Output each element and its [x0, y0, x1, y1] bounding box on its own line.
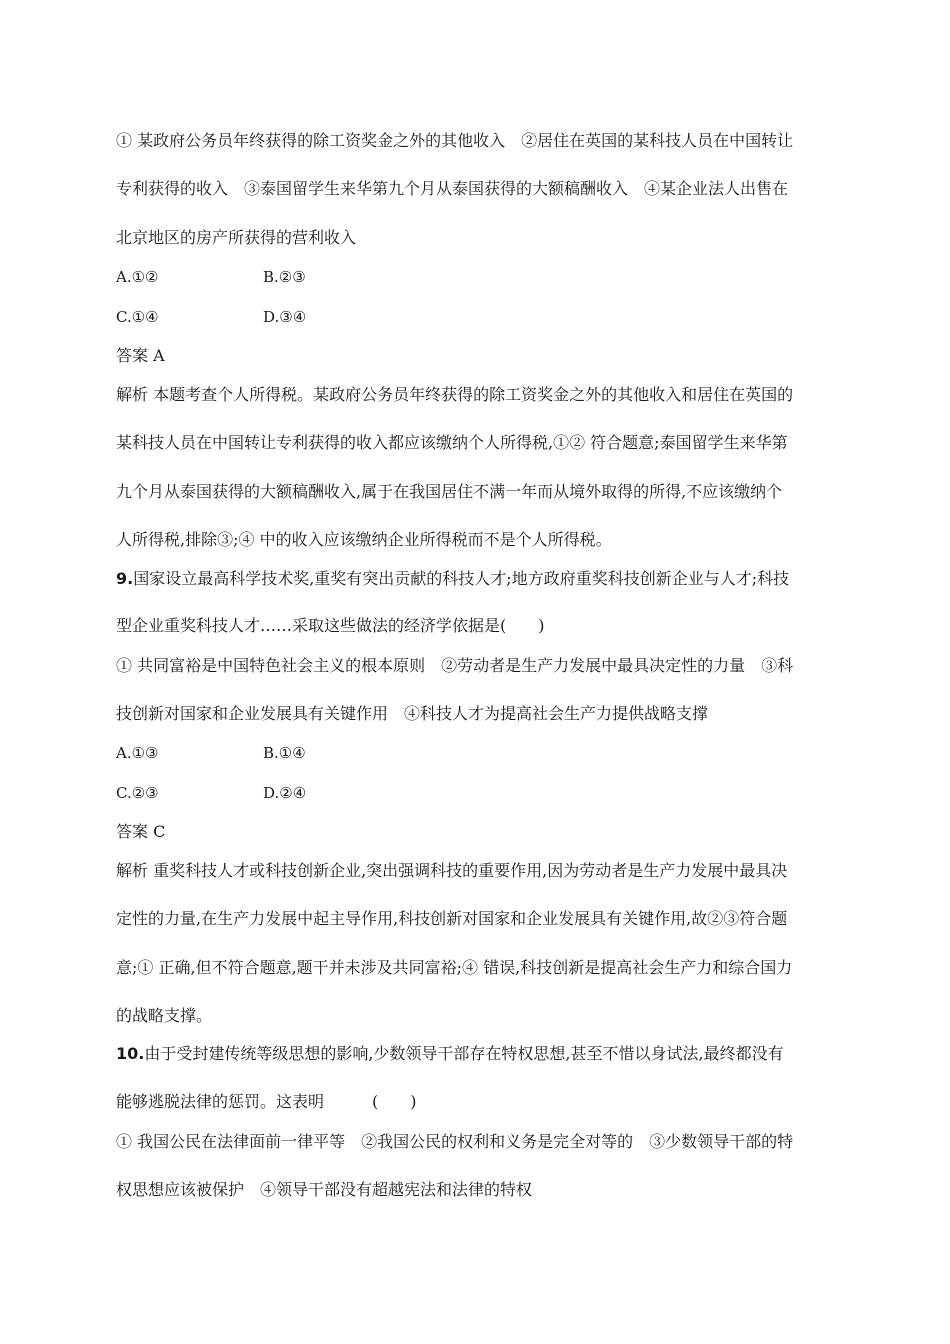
q9-number: 9.	[116, 569, 134, 588]
q9-option-d: D.②④	[263, 784, 307, 802]
q9-option-a: A.①③	[116, 744, 159, 762]
q10-stem-text: 由于受封建传统等级思想的影响,少数领导干部存在特权思想,甚至不惜以身试法,最终都没有	[144, 1044, 784, 1063]
q9-analysis-line-3: 意;① 正确,但不符合题意,题干并未涉及共同富裕;④ 错误,科技创新是提高社会生产力和综合国力	[116, 958, 793, 977]
q10-number: 10.	[116, 1044, 145, 1063]
q9-statement-line-1: ① 共同富裕是中国特色社会主义的根本原则 ②劳动者是生产力发展中最具决定性的力量 ③科	[116, 656, 794, 675]
q9-option-c: C.②③	[116, 784, 159, 802]
q9-analysis-line-1: 解析 重奖科技人才或科技创新企业,突出强调科技的重要作用,因为劳动者是生产力发展中最具决	[116, 861, 788, 880]
q8-analysis-line-1: 解析 本题考查个人所得税。某政府公务员年终获得的除工资奖金之外的其他收入和居住在英国的	[116, 385, 794, 404]
q8-statement-line-2: 专利获得的收入 ③泰国留学生来华第九个月从泰国获得的大额稿酬收入 ④某企业法人出售在	[116, 179, 789, 198]
q9-option-b: B.①④	[263, 744, 306, 762]
q10-stem-line-2: 能够逃脱法律的惩罚。这表明 ( )	[116, 1092, 417, 1111]
q9-statement-line-2: 技创新对国家和企业发展具有关键作用 ④科技人才为提高社会生产力提供战略支撑	[116, 704, 709, 723]
q8-option-b: B.②③	[263, 268, 306, 286]
q8-answer: 答案 A	[116, 346, 165, 365]
q8-analysis-line-3: 九个月从泰国获得的大额稿酬收入,属于在我国居住不满一年而从境外取得的所得,不应该缴纳个	[116, 482, 783, 501]
q8-option-d: D.③④	[263, 308, 307, 326]
q8-statement-line-1: ① 某政府公务员年终获得的除工资奖金之外的其他收入 ②居住在英国的某科技人员在中国转让	[116, 131, 794, 150]
q8-option-c: C.①④	[116, 308, 159, 326]
q10-statement-line-1: ① 我国公民在法律面前一律平等 ②我国公民的权利和义务是完全对等的 ③少数领导干部的特	[116, 1132, 794, 1151]
q9-answer: 答案 C	[116, 822, 166, 841]
q8-analysis-line-4: 人所得税,排除③;④ 中的收入应该缴纳企业所得税而不是个人所得税。	[116, 530, 612, 549]
q8-statement-line-3: 北京地区的房产所获得的营利收入	[116, 228, 357, 247]
q9-stem-line-1	[116, 568, 836, 590]
q9-stem-line-2: 型企业重奖科技人才……采取这些做法的经济学依据是( )	[116, 616, 545, 635]
q9-stem-text: 国家设立最高科学技术奖,重奖有突出贡献的科技人才;地方政府重奖科技创新企业与人才;科技	[133, 569, 790, 588]
q10-statement-line-2: 权思想应该被保护 ④领导干部没有超越宪法和法律的特权	[116, 1180, 533, 1199]
q10-stem-line-1	[116, 1043, 836, 1065]
q9-analysis-line-2: 定性的力量,在生产力发展中起主导作用,科技创新对国家和企业发展具有关键作用,故②③符合题	[116, 909, 788, 928]
q8-analysis-line-2: 某科技人员在中国转让专利获得的收入都应该缴纳个人所得税,①② 符合题意;泰国留学生来华第	[116, 433, 788, 452]
q9-analysis-line-4: 的战略支撑。	[116, 1006, 213, 1025]
q8-option-a: A.①②	[116, 268, 159, 286]
